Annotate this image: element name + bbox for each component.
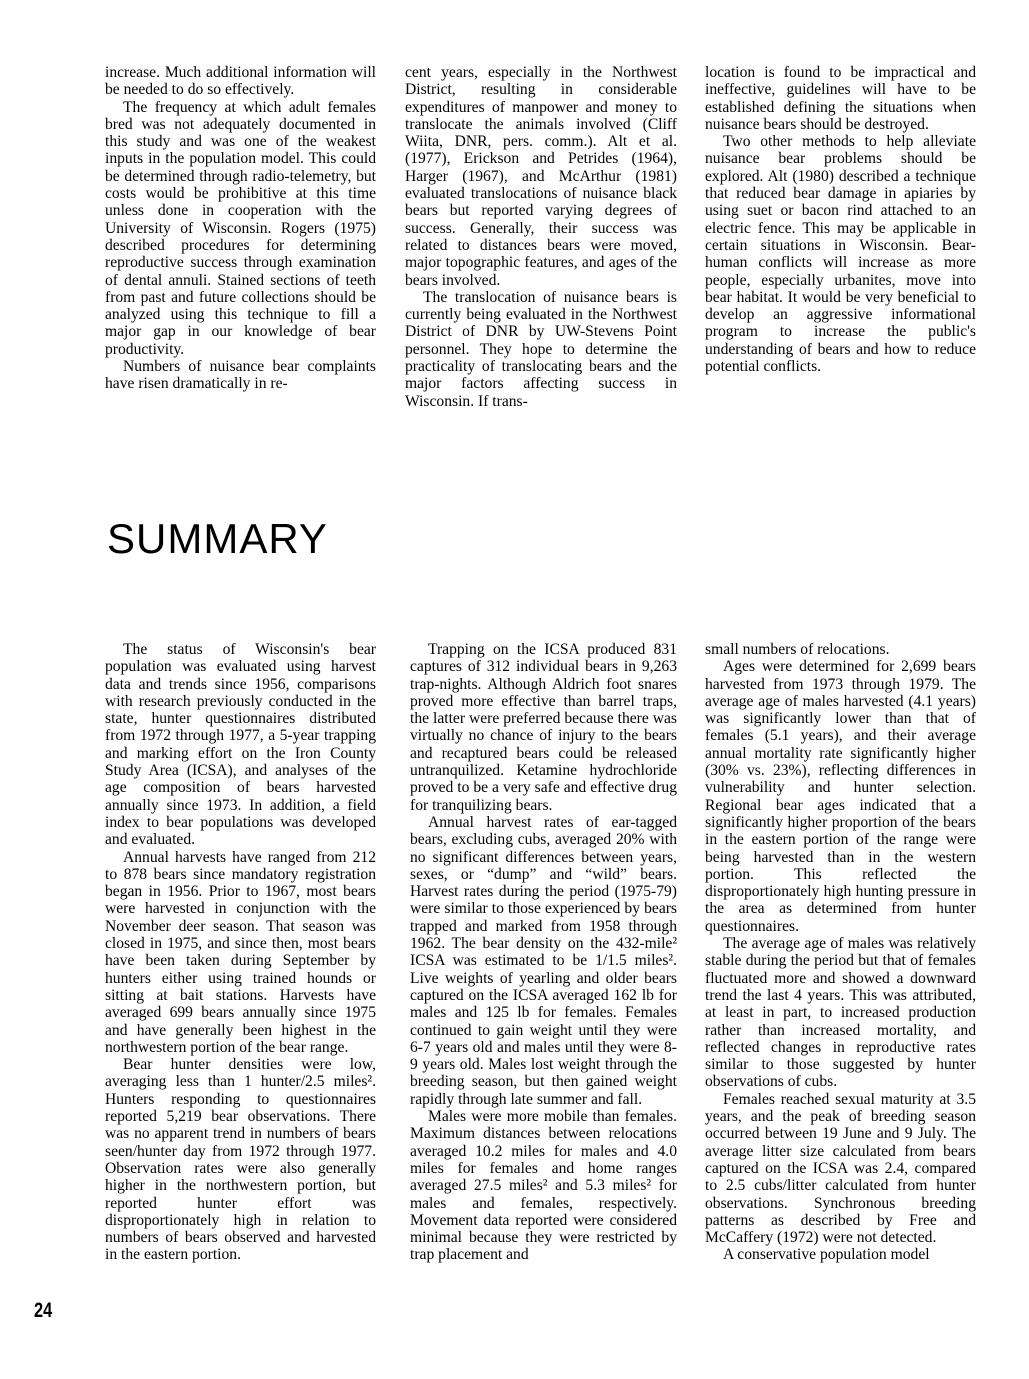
summary-column-middle: [410, 641, 677, 1264]
summary-column-left: [105, 641, 376, 1264]
paragraph: Numbers of nuisance bear complaints have risen dramatically in re-: [105, 358, 376, 393]
paragraph: Males were more mobile than females. Maximum distances between relocations averaged 10.2 miles for males and 4.0 miles for females and home ranges averaged 27.5 miles² and 5.3 miles² for males and females, respectively. Movement data reported were considered minimal because they were restricted by trap placement and: [410, 1108, 677, 1264]
section-heading-summary: SUMMARY: [107, 515, 328, 562]
paragraph: A conservative population model: [723, 1246, 930, 1264]
paragraph: Annual harvest rates of ear-tagged bears, excluding cubs, averaged 20% with no significant differences between years, sexes, or “dump” and “wild” bears. Harvest rates during the period (1975-79) were similar to those experienced by bears trapped and marked from 1958 through 1962. The bear density on the 432-mile² ICSA was estimated to be 1/1.5 miles². Live weights of yearling and older bears captured on the ICSA averaged 162 lb for males and 125 lb for females. Females continued to gain weight until they were 6-7 years old and males until they were 8-9 years old. Males lost weight through the breeding season, but then gained weight rapidly through late summer and fall.: [410, 813, 677, 1108]
text-column-top-left: [105, 64, 376, 393]
page-number: 24: [34, 1299, 53, 1322]
paragraph: Bear hunter densities were low, averaging less than 1 hunter/2.5 miles². Hunters responding to questionnaires reported 5,219 bear observations. There was no apparent trend in numbers of bears seen/hunter day from 1972 through 1977. Observation rates were also generally higher in the northwestern portion, but reported hunter effort was disproportionately high in relation to numbers of bears observed and harvested in the eastern portion.: [105, 1056, 376, 1264]
paragraph: The translocation of nuisance bears is currently being evaluated in the Northwest District of DNR by UW-Stevens Point personnel. They hope to determine the practicality of translocating bears and the major factors affecting success in Wisconsin. If trans-: [405, 288, 677, 410]
paragraph: Trapping on the ICSA produced 831 captures of 312 individual bears in 9,263 trap-nights. Although Aldrich foot snares proved more effective than barrel traps, the latter were preferred because there was virtually no chance of injury to the bears and recaptured bears could be released untranquilized. Ketamine hydrochloride proved to be a very safe and effective drug for tranquilizing bears.: [410, 641, 677, 814]
summary-column-right: [705, 641, 976, 1264]
paragraph: The frequency at which adult females bred was not adequately documented in this study and was one of the weakest inputs in the population model. This could be determined through radio-telemetry, but costs would be prohibitive at this time unless done in cooperation with the University of Wisconsin. Rogers (1975) described procedures for determining reproductive success through examination of dental annuli. Stained sections of teeth from past and future collections should be analyzed using this technique to fill a major gap in our knowledge of bear productivity.: [105, 98, 376, 358]
paragraph: location is found to be impractical and ineffective, guidelines will have to be established defining the situations when nuisance bears should be destroyed.: [705, 64, 976, 133]
paragraph: small numbers of relocations.: [705, 641, 890, 658]
paragraph: The average age of males was relatively stable during the period but that of females fluctuated more and showed a downward trend the last 4 years. This was attributed, at least in part, to increased production rather than increased mortality, and reflected changes in reproductive rates similar to those suggested by hunter observations of cubs.: [705, 935, 976, 1091]
paragraph: cent years, especially in the Northwest District, resulting in considerable expenditures of manpower and money to translocate the animals involved (Cliff Wiita, DNR, pers. comm.). Alt et al. (1977), Erickson and Petrides (1964), Harger (1967), and McArthur (1981) evaluated translocations of nuisance black bears but reported varying degrees of success. Generally, their success was related to distances bears were moved, major topographic features, and ages of the bears involved.: [405, 64, 677, 289]
paragraph: The status of Wisconsin's bear population was evaluated using harvest data and trends since 1956, comparisons with research previously conducted in the state, hunter questionnaires distributed from 1972 through 1977, a 5-year trapping and marking effort on the Iron County Study Area (ICSA), and analyses of the age composition of bears harvested annually since 1973. In addition, a field index to bear populations was developed and evaluated.: [105, 641, 376, 849]
paragraph: Ages were determined for 2,699 bears harvested from 1973 through 1979. The average age of males harvested (4.1 years) was significantly lower than that of females (5.1 years), and their average annual mortality rate significantly higher (30% vs. 23%), reflecting differences in vulnerability and hunter selection. Regional bear ages indicated that a significantly higher proportion of the bears in the eastern portion of the range were being harvested than in the western portion. This reflected the disproportionately high hunting pressure in the area as determined from hunter questionnaires.: [705, 658, 976, 935]
text-column-top-middle: [405, 64, 677, 410]
paragraph: Two other methods to help alleviate nuisance bear problems should be explored. Alt (1980) described a technique that reduced bear damage in apiaries by using suet or bacon rind attached to an electric fence. This may be applicable in certain situations in Wisconsin. Bear-human conflicts will increase as more people, especially urbanites, move into bear habitat. It would be very beneficial to develop an aggressive informational program to increase the public's understanding of bears and how to reduce potential conflicts.: [705, 133, 976, 376]
paragraph: Females reached sexual maturity at 3.5 years, and the peak of breeding season occurred between 19 June and 9 July. The average litter size calculated from bears captured on the ICSA was 2.4, compared to 2.5 cubs/litter calculated from hunter observations. Synchronous breeding patterns as described by Free and McCaffery (1972) were not detected.: [705, 1090, 976, 1247]
paragraph: Annual harvests have ranged from 212 to 878 bears since mandatory registration began in 1956. Prior to 1967, most bears were harvested in conjunction with the November deer season. That season was closed in 1975, and since then, most bears have been taken during September by hunters either using trained hounds or sitting at bait stations. Harvests have averaged 699 bears annually since 1975 and have generally been highest in the northwestern portion of the bear range.: [105, 848, 376, 1056]
text-column-top-right: [705, 64, 976, 375]
paragraph: increase. Much additional information will be needed to do so effectively.: [105, 64, 376, 99]
